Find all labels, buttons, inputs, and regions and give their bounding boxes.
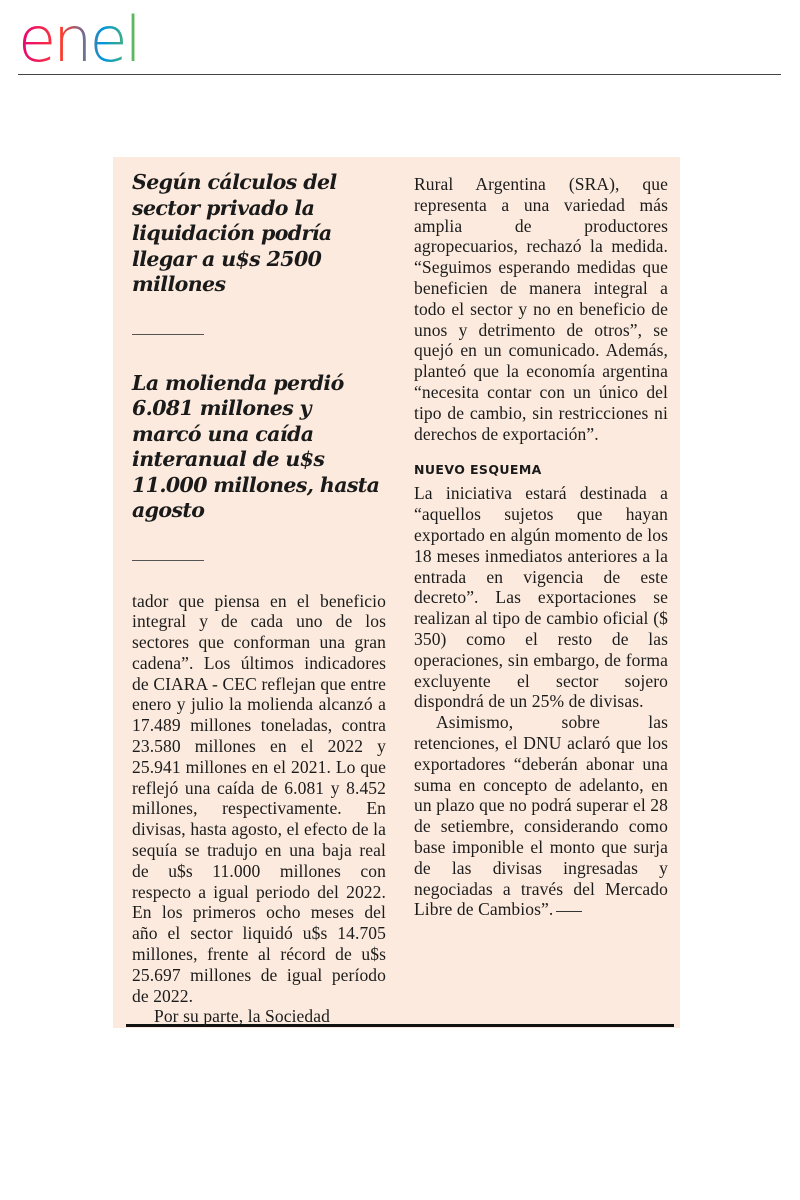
article-paragraph — [414, 712, 668, 920]
article-text: Asimismo, sobre las retenciones, el DNU aclaró que los exportadores “deberán abonar una suma en concepto de adelanto, en un plazo que no podrá superar el 28 de setiembre, considerando como base imponible el monto que surja de las divisas ingresadas y negociadas a través del Mercado Libre de Cambios”. — [414, 712, 668, 920]
article-paragraph: Rural Argentina (SRA), que representa a una variedad más amplia de productores agropecuarios, rechazó la medida. “Seguimos esperando medidas que beneficien de manera integral a todo el sector y no en beneficio de unos y detrimento de otros”, se quejó en un comunicado. Además, planteó que la economía argentina “necesita contar con un único del tipo de cambio, sin restricciones ni derechos de exportación”. — [414, 174, 668, 444]
article-paragraph: Por su parte, la Sociedad — [154, 1006, 330, 1027]
section-subheading: NUEVO ESQUEMA — [414, 462, 542, 478]
header-divider — [18, 74, 781, 75]
enel-logo — [18, 6, 183, 68]
highlight-quote-2: La molienda perdió 6.081 millones y marcó una caída interanual de u$s 11.000 millones, hasta agosto — [132, 370, 380, 522]
end-mark — [556, 911, 582, 912]
highlight-quote-1: Según cálculos del sector privado la liquidación podría llegar a u$s 2500 millones — [132, 170, 337, 296]
left-column — [132, 170, 386, 1027]
right-column — [414, 174, 668, 920]
svg-text:enel: enel — [18, 6, 139, 68]
quote-divider — [132, 560, 204, 561]
quote-divider — [132, 334, 204, 335]
article-paragraph: tador que piensa en el beneficio integral y de cada uno de los sectores que conforman una gran cadena”. Los últimos indicadores de CIARA - CEC reflejan que entre enero y julio la molienda alcanzó a 17.489 millones toneladas, contra 23.580 millones en el 2022 y 25.941 millones en el 2021. Lo que reflejó una caída de 6.081 y 8.452 millones, respectivamente. En divisas, hasta agosto, el efecto de la sequía se tradujo en una baja real de u$s 11.000 millones con respecto a igual periodo del 2022. En los primeros ocho meses del año el sector liquidó u$s 14.705 millones, frente al récord de u$s 25.697 millones de igual período de 2022. — [132, 590, 386, 1006]
article-paragraph: La iniciativa estará destinada a “aquellos sujetos que hayan exportado en algún momento de los 18 meses inmediatos anteriores a la entrada en vigencia de este decreto”. Las exportaciones se realizan al tipo de cambio oficial ($ 350) como el resto de las operaciones, sin embargo, de forma excluyente el sector sojero dispondrá de un 25% de divisas. — [414, 483, 668, 712]
